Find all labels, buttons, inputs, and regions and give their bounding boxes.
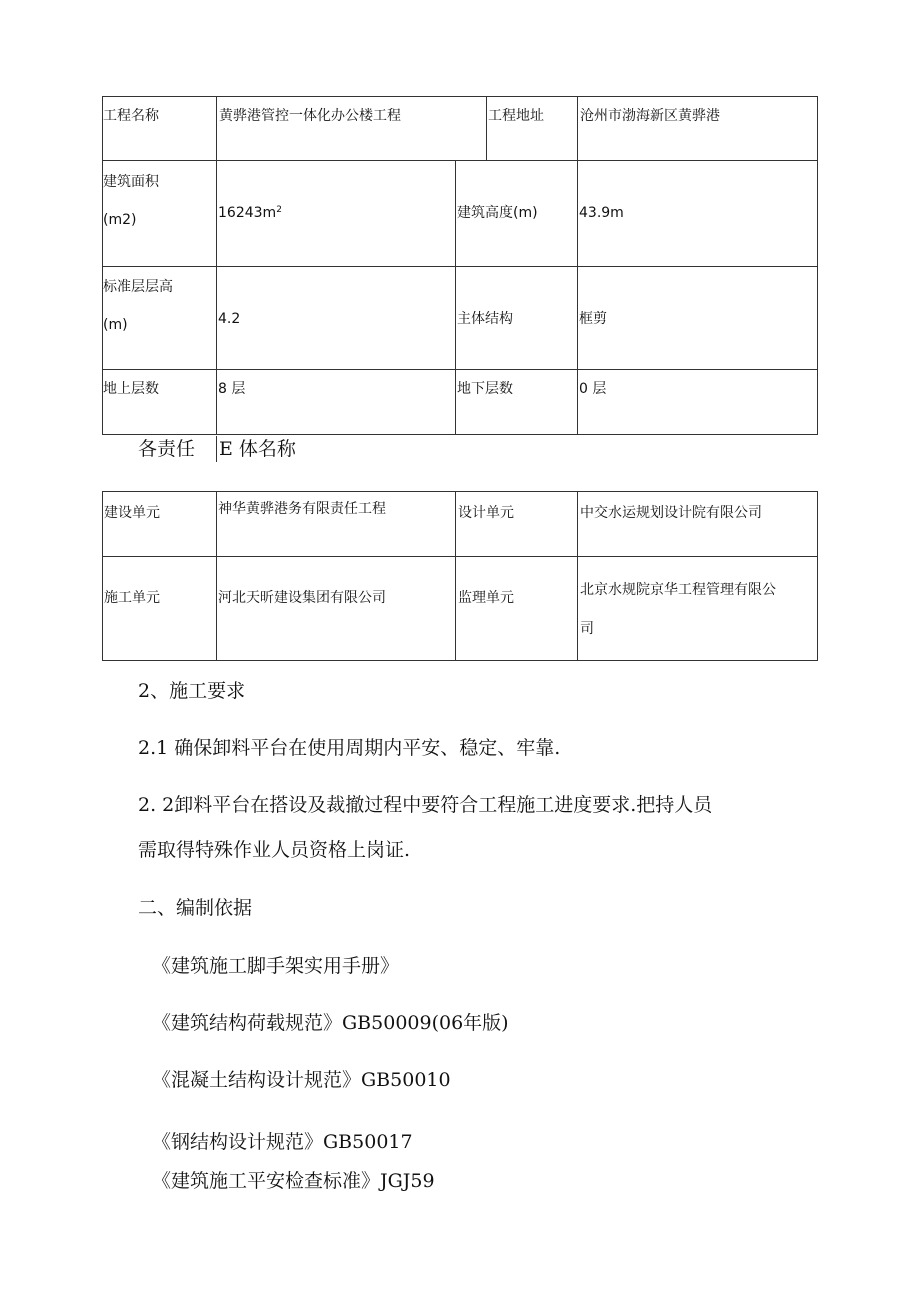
project-address-label: 工程地址 [488, 108, 544, 124]
heading-compilation-basis: 二、编制依据 [138, 897, 253, 919]
heading-construction-requirements: 2、施工要求 [138, 680, 246, 702]
floor-height-unit: (m) [103, 317, 128, 333]
reference-scaffold-handbook: 《建筑施工脚手架实用手册》 [152, 955, 400, 977]
design-unit-value: 中交水运规划设计院有限公司 [580, 505, 762, 521]
project-name-value: 黄骅港管控一体化办公楼工程 [219, 108, 401, 124]
requirement-2-2-line1: 2. 2卸料平台在搭设及裁撤过程中要符合工程施工进度要求.把持人员 [138, 794, 713, 816]
above-ground-floors-value: 8 层 [218, 381, 246, 397]
below-ground-floors-label: 地下层数 [457, 381, 513, 397]
contractor-unit-value: 河北天昕建设集团有限公司 [218, 590, 386, 606]
building-height-label: 建筑高度(m) [457, 205, 538, 221]
design-unit-label: 设计单元 [458, 505, 514, 521]
project-name-label: 工程名称 [103, 108, 159, 124]
floor-height-value: 4.2 [218, 311, 241, 327]
building-area-unit: (m2) [103, 212, 137, 228]
floor-height-label: 标准层层高 [103, 279, 173, 295]
above-ground-floors-label: 地上层数 [103, 381, 159, 397]
reference-load-code: 《建筑结构荷载规范》GB50009(06年版) [152, 1012, 509, 1034]
below-ground-floors-value: 0 层 [579, 381, 607, 397]
main-structure-value: 框剪 [579, 311, 607, 327]
supervision-unit-value-line2: 司 [580, 621, 594, 637]
main-structure-label: 主体结构 [457, 311, 513, 327]
reference-safety-standard: 《建筑施工平安检查标准》JGJ59 [152, 1170, 435, 1192]
construction-unit-value: 神华黄骅港务有限责任工程 [218, 501, 386, 517]
responsible-parties-caption-right: E 体名称 [219, 438, 296, 460]
building-area-label: 建筑面积 [103, 174, 159, 190]
supervision-unit-value-line1: 北京水规院京华工程管理有限公 [580, 582, 776, 598]
reference-steel-code: 《钢结构设计规范》GB50017 [152, 1131, 413, 1153]
reference-concrete-code: 《混凝土结构设计规范》GB50010 [152, 1069, 451, 1091]
building-area-value: $16243m^2$ [218, 205, 282, 221]
construction-unit-label: 建设单元 [104, 505, 160, 521]
building-height-value: 43.9m [579, 205, 624, 221]
requirement-2-1: 2.1 确保卸料平台在使用周期内平安、稳定、牢靠. [138, 737, 561, 759]
contractor-unit-label: 施工单元 [104, 590, 160, 606]
supervision-unit-label: 监理单元 [458, 590, 514, 606]
responsible-parties-caption-left: 各责任 [138, 438, 196, 460]
requirement-2-2-line2: 需取得特殊作业人员资格上岗证. [138, 839, 411, 861]
project-address-value: 沧州市渤海新区黄骅港 [580, 108, 720, 124]
